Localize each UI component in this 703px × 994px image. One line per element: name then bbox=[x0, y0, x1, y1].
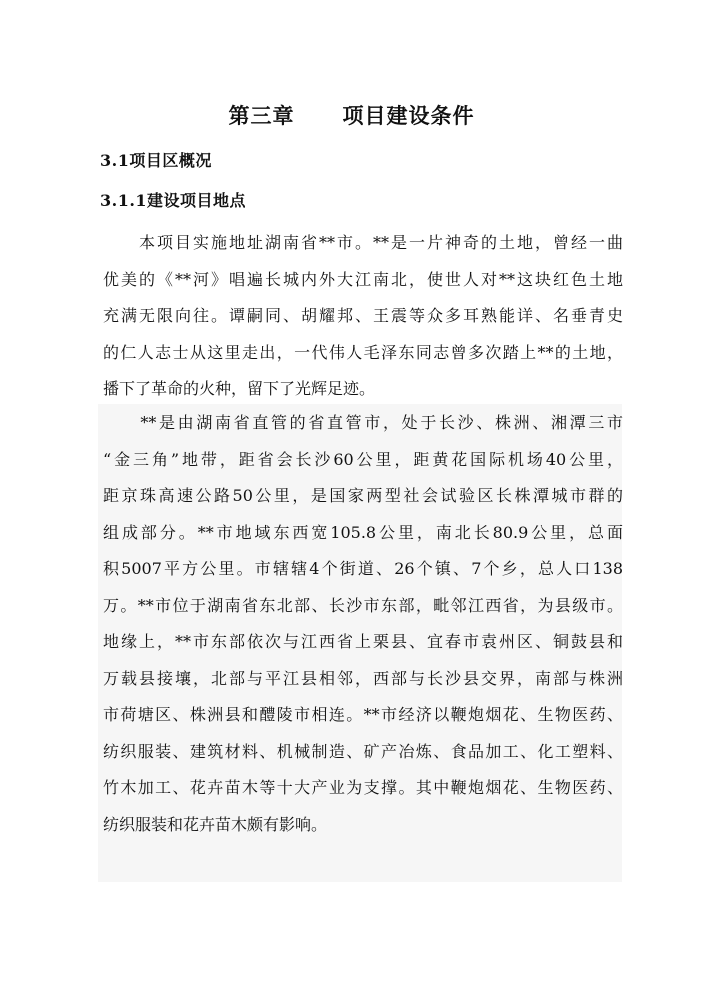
text-line: 纺织服装和花卉苗木颇有影响。 bbox=[103, 814, 328, 834]
section-heading: 3.1项目区概况 bbox=[100, 151, 212, 170]
text-line: 本项目实施地址湖南省**市。**是一片神奇的土地，曾经一曲 bbox=[103, 233, 623, 252]
text-line: 充满无限向往。谭嗣同、胡耀邦、王震等众多耳熟能详、名垂青史 bbox=[103, 306, 623, 325]
text-line: 优美的《**河》唱遍长城内外大江南北，使世人对**这块红色土地 bbox=[103, 269, 623, 289]
text-line: 地缘上，**市东部依次与江西省上栗县、宜春市袁州区、铜鼓县和 bbox=[103, 632, 623, 651]
chapter-title bbox=[0, 100, 703, 130]
text-line: 纺织服装、建筑材料、机械制造、矿产冶炼、食品加工、化工塑料、 bbox=[103, 741, 623, 761]
chapter-number: 第三章 bbox=[228, 103, 295, 128]
paragraph-city-overview bbox=[103, 405, 623, 843]
text-line: 积5007平方公里。市辖辖4个街道、26个镇、7个乡，总人口138 bbox=[103, 559, 623, 578]
text-line: 竹木加工、花卉苗木等十大产业为支撑。其中鞭炮烟花、生物医药、 bbox=[103, 778, 623, 797]
chapter-name: 项目建设条件 bbox=[342, 103, 475, 128]
subsection-heading: 3.1.1建设项目地点 bbox=[100, 191, 247, 210]
text-line: 播下了革命的火种，留下了光辉足迹。 bbox=[103, 379, 376, 398]
text-line: 万载县接壤，北部与平江县相邻，西部与长沙县交界，南部与株洲 bbox=[103, 668, 623, 688]
text-line: 万。**市位于湖南省东北部、长沙市东部，毗邻江西省，为县级市。 bbox=[103, 595, 623, 615]
text-line: **是由湖南省直管的省直管市，处于长沙、株洲、湘潭三市 bbox=[103, 413, 623, 432]
text-line: 的仁人志士从这里走出，一代伟人毛泽东同志曾多次踏上**的土地， bbox=[103, 342, 623, 362]
text-line: “金三角”地带，距省会长沙60公里，距黄花国际机场40公里， bbox=[103, 449, 623, 469]
text-line: 市荷塘区、株洲县和醴陵市相连。**市经济以鞭炮烟花、生物医药、 bbox=[103, 705, 623, 724]
paragraph-location-intro bbox=[103, 225, 623, 408]
text-line: 组成部分。**市地域东西宽105.8公里，南北长80.9公里，总面 bbox=[103, 522, 623, 542]
text-line: 距京珠高速公路50公里，是国家两型社会试验区长株潭城市群的 bbox=[103, 486, 623, 505]
